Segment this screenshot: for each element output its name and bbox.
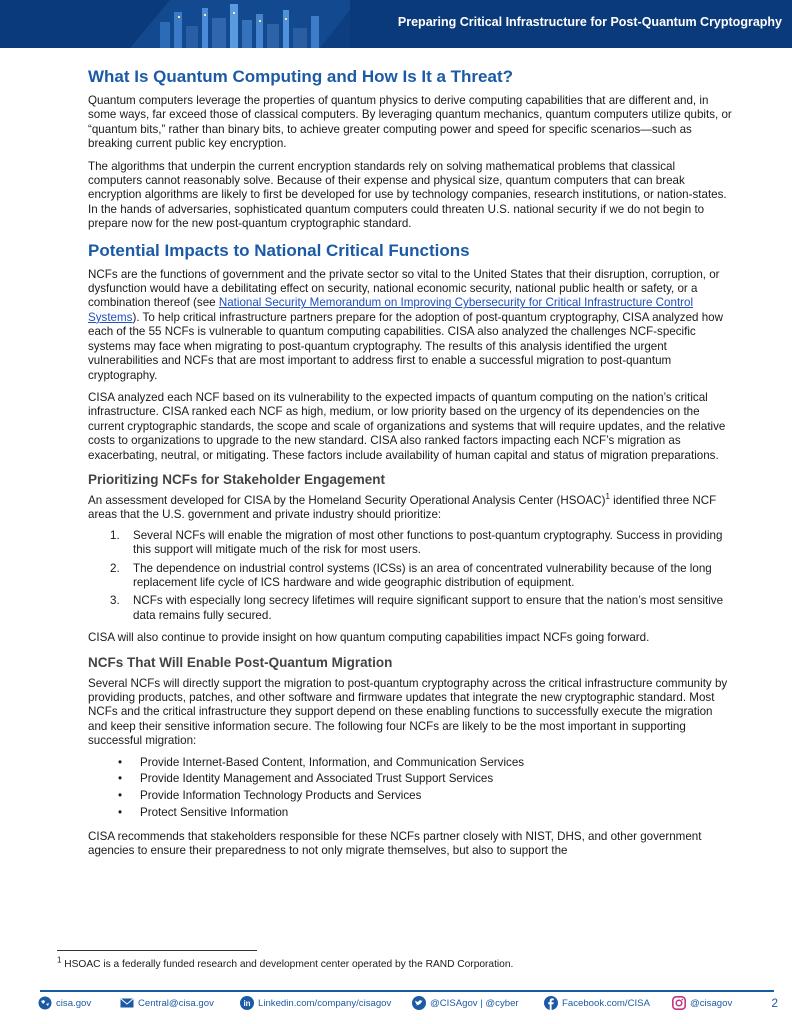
paragraph (88, 268, 732, 383)
list-item (88, 529, 732, 558)
footer-linkedin[interactable] (240, 996, 391, 1010)
paragraph: The algorithms that underpin the current encryption standards rely on solving mathematical problems that classical computers cannot reasonably solve. Because of their expense and physical size, quantum computers that can break encryption algorithms are likely to first be developed for use by technology companies, research institutions, or nation-states. In the hands of adversaries, sophisticated quantum computers could threaten U.S. national security if we do not begin to prepare now for the new post-quantum cryptographic standard. (88, 159, 727, 231)
linkedin-link[interactable]: Linkedin.com/company/cisagov (258, 997, 392, 1009)
footer-website[interactable] (38, 996, 91, 1010)
email-link[interactable]: Central@cisa.gov (138, 997, 214, 1009)
footer-instagram[interactable] (672, 996, 732, 1010)
twitter-handles[interactable]: @CISAgov | @cyber (430, 997, 519, 1009)
footer-twitter[interactable] (412, 996, 519, 1010)
globe-icon (38, 996, 52, 1010)
list-item: • Provide Internet-Based Content, Information, and Communication Services (88, 755, 732, 772)
subheading-enable-migration: NCFs That Will Enable Post-Quantum Migration (88, 654, 393, 670)
footer-divider (40, 990, 774, 992)
website-link[interactable]: cisa.gov (56, 997, 92, 1009)
paragraph: CISA recommends that stakeholders responsible for these NCFs partner closely with NIST, DHS, and other government agencies to ensure their preparedness to not only migrate themselves, but also to support the (88, 829, 702, 858)
envelope-icon (120, 996, 134, 1010)
list-text: NCFs with especially long secrecy lifetimes will require significant support to ensure that the nation’s most sensitive data remains fully secured. (133, 594, 724, 622)
list-item (88, 562, 732, 591)
list-item: • Protect Sensitive Information (88, 805, 732, 822)
priority-list (88, 529, 732, 623)
paragraph (88, 494, 732, 523)
footnote-ref: 1 (605, 492, 610, 502)
nsm-link[interactable]: National Security Memorandum on Improving Cybersecurity for Critical Infrastructure Control Systems (88, 296, 694, 324)
list-text: Several NCFs will enable the migration of most other functions to post-quantum cryptography. Success in providing this support will mitigate much of the risk for most users. (133, 528, 723, 557)
list-item: • Provide Identity Management and Associated Trust Support Services (88, 771, 732, 788)
list-number: 1. (110, 528, 120, 542)
footer-facebook[interactable] (544, 996, 650, 1010)
paragraph: CISA will also continue to provide insight on how quantum computing capabilities impact NCFs going forward. (88, 631, 650, 645)
text-run: An assessment developed for CISA by the Homeland Security Operational Analysis Center (HSOAC) (88, 493, 606, 507)
list-number: 3. (110, 594, 120, 608)
footnote-divider (57, 950, 257, 951)
list-number: 2. (110, 561, 120, 575)
page-header (0, 0, 792, 48)
text-run: NCFs are the functions of government and the private sector so vital to the United States that their disruption, corruption, or dysfunction would have a debilitating effect on security, national economic security, national public health or safety, or a combination thereof (see (88, 267, 720, 310)
page-number: 2 (771, 996, 778, 1010)
facebook-link[interactable]: Facebook.com/CISA (562, 997, 650, 1009)
text-run: ). To help critical infrastructure partners prepare for the adoption of post-quantum cryptography, CISA analyzed how each of the 55 NCFs is vulnerable to quantum computing capabilities. CISA also analyzed the challenges NCF-specific systems may face when migrating to post-quantum cryptography. The results of this analysis identified the urgent vulnerabilities and NCFs that are most important to address first to enable a successful migration to post-quantum cryptography. (88, 310, 723, 382)
instagram-icon (672, 996, 686, 1010)
twitter-icon (412, 996, 426, 1010)
footnote-text: HSOAC is a federally funded research and development center operated by the RAND Corporation. (61, 959, 514, 970)
instagram-handle[interactable]: @cisagov (690, 997, 733, 1009)
cityscape-graphic (130, 0, 350, 48)
document-title: Preparing Critical Infrastructure for Post-Quantum Cryptography (397, 15, 782, 29)
footnote-number: 1 (57, 955, 62, 965)
paragraph: CISA analyzed each NCF based on its vulnerability to the expected impacts of quantum computing on the nation’s critical infrastructure. CISA ranked each NCF as high, medium, or low priority based on the urgency of its dependencies on the current cryptographic standards, the scope and scale of organizations and systems that will require updates, and the relative costs to organizations to upgrade to the new standard. CISA also ranked factors impacting each NCF’s migration as exacerbating, neutral, or mitigating. These factors include availability of human capital and status of migration preparations. (88, 390, 726, 462)
subheading-prioritizing: Prioritizing NCFs for Stakeholder Engagement (88, 471, 386, 487)
text-run: identified three NCF areas that the U.S. government and private industry should prioritize: (88, 493, 717, 522)
ncf-bullet-list (88, 755, 732, 822)
svg-text:in: in (243, 999, 251, 1008)
list-item: • Provide Information Technology Products and Services (88, 788, 732, 805)
main-content (88, 66, 732, 867)
paragraph: Quantum computers leverage the properties of quantum physics to derive computing capabilities that are different and, in some ways, far exceed those of classical computers. By leveraging quantum mechanics, quantum computers utilize qubits, or “quantum bits,” rather than binary bits, to achieve greater computing power and speed for specific scenarios—such as breaking current public key encryption. (88, 94, 732, 151)
heading-quantum-threat: What Is Quantum Computing and How Is It a Threat? (88, 67, 513, 86)
linkedin-icon (240, 996, 254, 1010)
facebook-icon (544, 996, 558, 1010)
footer-email[interactable] (120, 996, 214, 1010)
list-item (88, 594, 732, 623)
list-text: The dependence on industrial control systems (ICSs) is an area of concentrated vulnerability because of the long replacement life cycle of ICS hardware and wide geographic distribution of equipment. (133, 561, 712, 589)
heading-potential-impacts: Potential Impacts to National Critical Functions (88, 240, 470, 260)
page-footer (38, 996, 778, 1014)
paragraph: Several NCFs will directly support the migration to post-quantum cryptography across the critical infrastructure community by providing products, patches, and other software and firmware updates that integrate the new cryptographic standard. Most NCFs and the critical infrastructure they support depend on these enabling functions to successfully execute the migration and keep their sensitive information secure. The following four NCFs are likely to be the most important in supporting successful migration: (88, 676, 728, 748)
footnote (57, 955, 514, 971)
